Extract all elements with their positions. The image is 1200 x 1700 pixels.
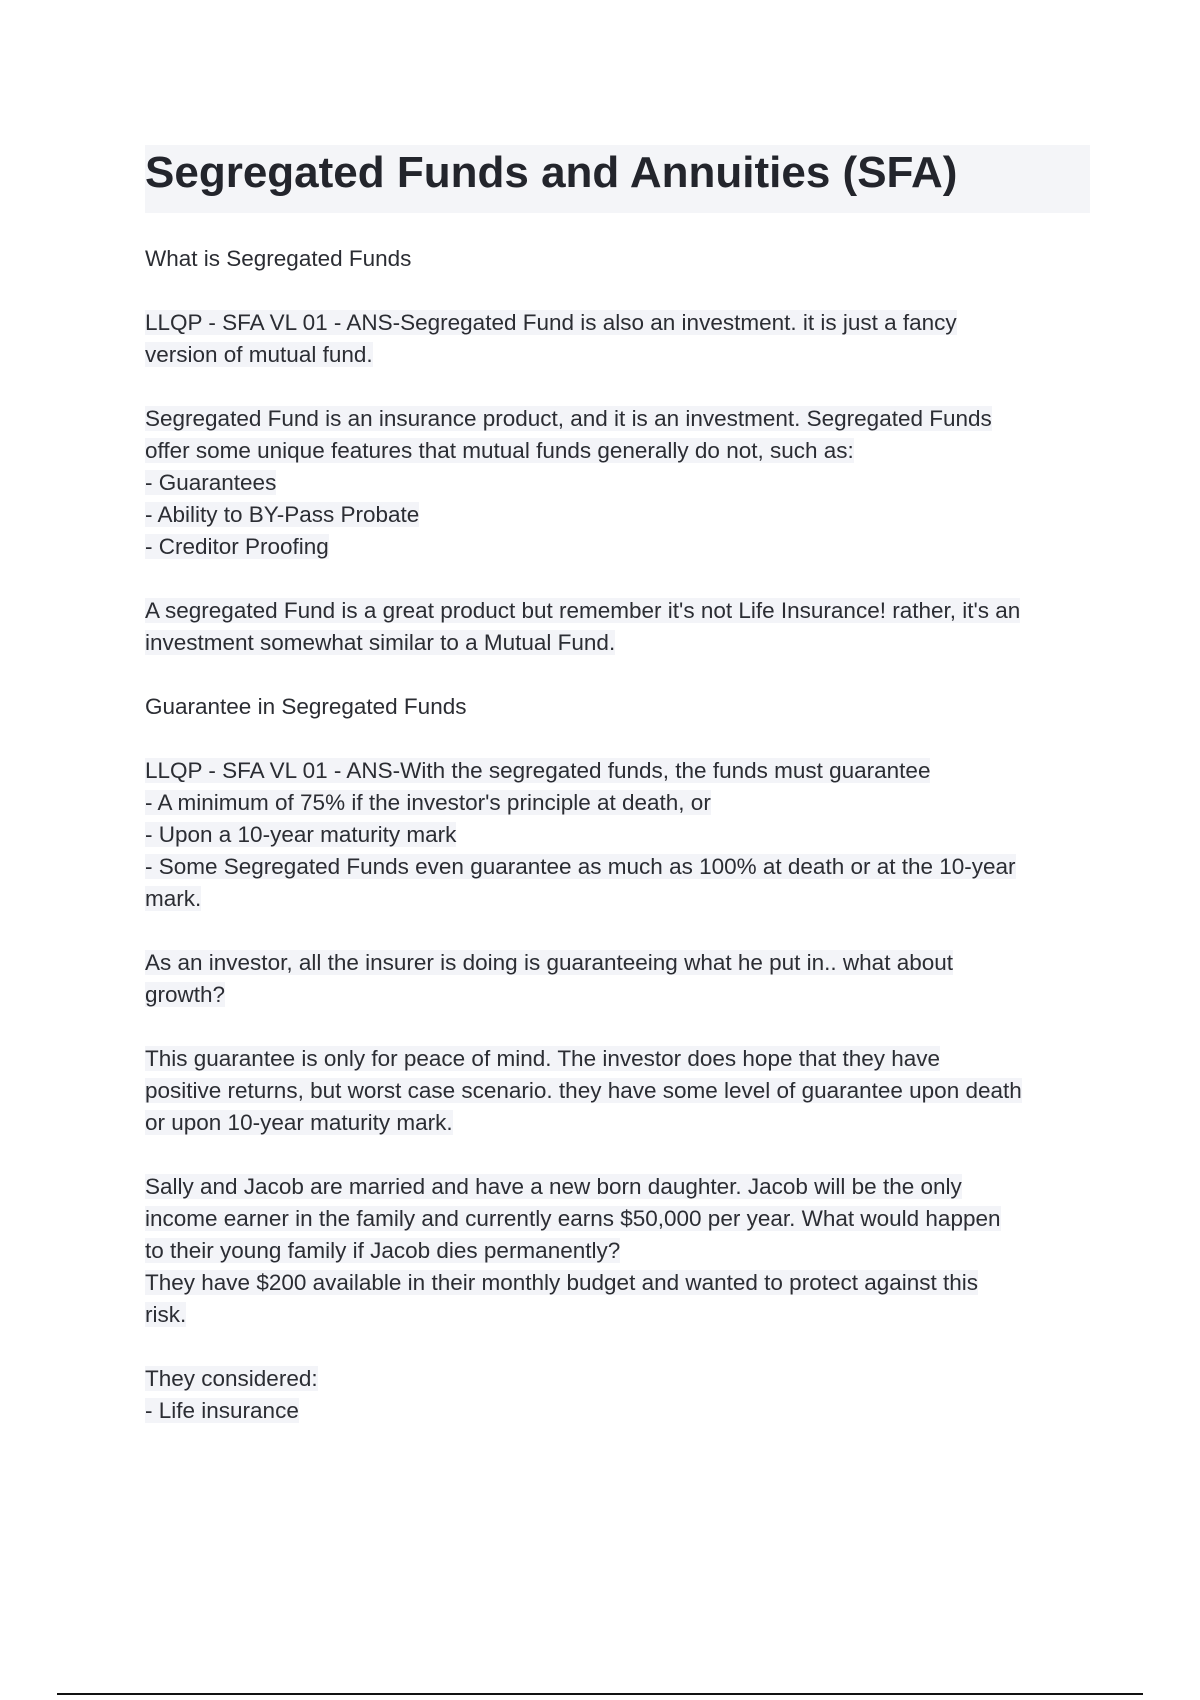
document-body — [145, 243, 1090, 1459]
text-line — [145, 1299, 1090, 1331]
line-text: - Upon a 10-year maturity mark — [145, 822, 457, 847]
text-line — [145, 435, 1090, 467]
text-line — [145, 531, 1090, 563]
paragraph — [145, 691, 1090, 723]
paragraph — [145, 307, 1090, 371]
line-text: - Life insurance — [145, 1398, 299, 1423]
text-line — [145, 403, 1090, 435]
text-line — [145, 339, 1090, 371]
text-line — [145, 851, 1090, 883]
footer-divider — [57, 1693, 1143, 1695]
line-text: investment somewhat similar to a Mutual Fund. — [145, 630, 616, 655]
line-text: or upon 10-year maturity mark. — [145, 1110, 453, 1135]
text-line — [145, 1203, 1090, 1235]
line-text: - A minimum of 75% if the investor's principle at death, or — [145, 790, 711, 815]
line-text: mark. — [145, 886, 202, 911]
line-text: Guarantee in Segregated Funds — [145, 694, 467, 719]
line-text: This guarantee is only for peace of mind. The investor does hope that they have — [145, 1046, 941, 1071]
text-line — [145, 947, 1090, 979]
text-line — [145, 467, 1090, 499]
line-text: - Guarantees — [145, 470, 277, 495]
text-line — [145, 979, 1090, 1011]
paragraph — [145, 403, 1090, 563]
text-line — [145, 755, 1090, 787]
paragraph — [145, 243, 1090, 275]
line-text: offer some unique features that mutual funds generally do not, such as: — [145, 438, 854, 463]
line-text: They have $200 available in their monthly budget and wanted to protect against this — [145, 1270, 979, 1295]
line-text: - Ability to BY-Pass Probate — [145, 502, 420, 527]
text-line — [145, 627, 1090, 659]
line-text: to their young family if Jacob dies permanently? — [145, 1238, 621, 1263]
text-line — [145, 499, 1090, 531]
text-line — [145, 1395, 1090, 1427]
text-line — [145, 787, 1090, 819]
line-text: They considered: — [145, 1366, 318, 1391]
line-text: What is Segregated Funds — [145, 246, 412, 271]
paragraph — [145, 1363, 1090, 1427]
line-text: positive returns, but worst case scenario. they have some level of guarantee upon death — [145, 1078, 1022, 1103]
line-text: As an investor, all the insurer is doing is guaranteeing what he put in.. what about — [145, 950, 954, 975]
line-text: version of mutual fund. — [145, 342, 373, 367]
line-text: A segregated Fund is a great product but remember it's not Life Insurance! rather, it's an — [145, 598, 1021, 623]
document-title: Segregated Funds and Annuities (SFA) — [145, 148, 958, 197]
line-text: risk. — [145, 1302, 187, 1327]
text-line — [145, 1363, 1090, 1395]
text-line — [145, 1171, 1090, 1203]
paragraph — [145, 1043, 1090, 1139]
line-text: LLQP - SFA VL 01 - ANS-Segregated Fund is also an investment. it is just a fancy — [145, 310, 957, 335]
text-line — [145, 243, 1090, 275]
text-line — [145, 1075, 1090, 1107]
paragraph — [145, 947, 1090, 1011]
line-text: growth? — [145, 982, 226, 1007]
paragraph — [145, 595, 1090, 659]
paragraph — [145, 755, 1090, 915]
text-line — [145, 1107, 1090, 1139]
line-text: Segregated Fund is an insurance product, and it is an investment. Segregated Funds — [145, 406, 992, 431]
text-line — [145, 595, 1090, 627]
text-line — [145, 1267, 1090, 1299]
text-line — [145, 691, 1090, 723]
paragraph — [145, 1171, 1090, 1331]
line-text: - Some Segregated Funds even guarantee as much as 100% at death or at the 10-year — [145, 854, 1016, 879]
text-line — [145, 819, 1090, 851]
line-text: Sally and Jacob are married and have a new born daughter. Jacob will be the only — [145, 1174, 962, 1199]
text-line — [145, 307, 1090, 339]
text-line — [145, 883, 1090, 915]
line-text: income earner in the family and currently earns $50,000 per year. What would happen — [145, 1206, 1001, 1231]
line-text: LLQP - SFA VL 01 - ANS-With the segregated funds, the funds must guarantee — [145, 758, 931, 783]
text-line — [145, 1235, 1090, 1267]
line-text: - Creditor Proofing — [145, 534, 329, 559]
text-line — [145, 1043, 1090, 1075]
